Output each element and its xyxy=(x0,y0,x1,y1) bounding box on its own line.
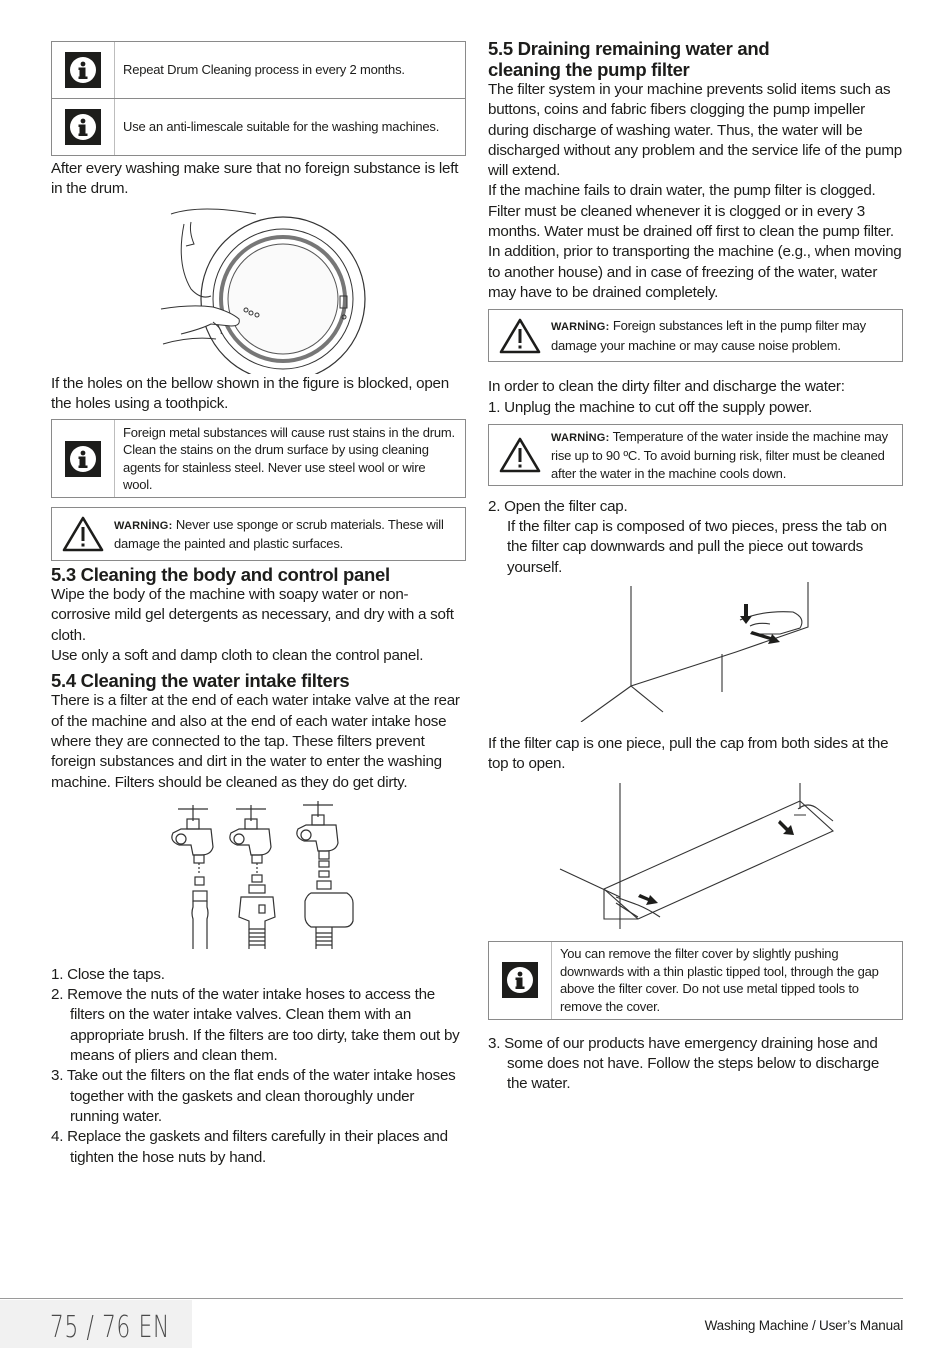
paragraph-5-5-fails-to-drain: If the machine fails to drain water, the pump filter is clogged. Filter must be cleaned whenever it is clogged or in every 3 months. Water must be drained off first to clean the pump filter. xyxy=(488,182,894,241)
steps-list-5-5 xyxy=(488,1034,903,1095)
water-intake-filters-illustration xyxy=(51,797,466,957)
page-number: 75 / 76 EN xyxy=(50,1310,170,1345)
note-text: Repeat Drum Cleaning process in every 2 months. xyxy=(123,62,405,78)
paragraph-5-3-wipe: Wipe the body of the machine with soapy water or non-corrosive mild gel detergents as necessary, and dry with a soft cloth. xyxy=(51,586,454,644)
warning-note-foreign-substances xyxy=(488,309,903,362)
step-2-open-cap: 2. Open the filter cap. xyxy=(488,497,628,515)
paragraph-one-piece-cap: If the filter cap is one piece, pull the cap from both sides at the top to open. xyxy=(488,735,889,773)
paragraph-5-5-transport: In addition, prior to transporting the machine (e.g., when moving to another house) and in case of freezing of the water, water may have to be drained completely. xyxy=(488,243,902,301)
list-item: 2. Remove the nuts of the water intake hoses to access the filters on the water intake valves. Clean them with an appropriate brush. If the filters are too dirty, take them out by means of pliers and clean them. xyxy=(51,986,460,1065)
heading-5-5: 5.5 Draining remaining water and cleaning the pump filter xyxy=(488,38,770,80)
info-icon xyxy=(52,42,115,98)
paragraph-holes-blocked: If the holes on the bellow shown in the figure is blocked, open the holes using a toothpick. xyxy=(51,374,449,412)
warning-note-sponge xyxy=(51,507,466,561)
info-icon xyxy=(52,420,115,497)
warning-text: Foreign substances left in the pump filter may damage your machine or may cause noise problem. xyxy=(551,318,866,353)
two-piece-filter-cap-illustration xyxy=(488,582,903,722)
warning-label: WARNİNG: xyxy=(551,431,610,444)
warning-triangle-icon xyxy=(52,508,114,560)
drum-bellow-illustration xyxy=(51,204,466,374)
paragraph-5-3-control-panel: Use only a soft and damp cloth to clean the control panel. xyxy=(51,647,424,665)
heading-5-3: 5.3 Cleaning the body and control panel xyxy=(51,564,390,586)
info-icon xyxy=(52,99,115,155)
warning-label: WARNİNG: xyxy=(114,519,173,532)
note-text: Foreign metal substances will cause rust stains in the drum. Clean the stains on the drum surface by using cleaning agents for stainless steel. Never use steel wool or wire wool. xyxy=(123,424,455,493)
steps-list-5-4 xyxy=(51,965,466,1168)
footer-divider xyxy=(0,1298,903,1299)
paragraph-after-washing: After every washing make sure that no foreign substance is left in the drum. xyxy=(51,160,459,198)
paragraph-clean-filter-intro: In order to clean the dirty filter and discharge the water: xyxy=(488,378,845,396)
warning-text: Never use sponge or scrub materials. These will damage the painted and plastic surfaces. xyxy=(114,516,444,552)
info-note-filter-cover xyxy=(488,941,903,1020)
list-item: 3. Some of our products have emergency draining hose and some does not have. Follow the steps below to discharge the water. xyxy=(488,1034,880,1093)
info-note-anti-limescale xyxy=(51,99,466,156)
info-note-drum-cleaning xyxy=(51,41,466,99)
right-column xyxy=(488,38,903,1095)
note-text: Use an anti-limescale suitable for the washing machines. xyxy=(123,119,440,135)
manual-title: Washing Machine / User’s Manual xyxy=(704,1318,903,1333)
list-item: 3. Take out the filters on the flat ends of the water intake hoses together with the gaskets and clean thoroughly under running water. xyxy=(51,1067,456,1125)
warning-triangle-icon xyxy=(489,425,551,485)
list-item: 1. Close the taps. xyxy=(51,965,165,983)
paragraph-5-4-filters: There is a filter at the end of each water intake valve at the rear of the machine and also at the end of each water intake hose where they are connected to the tap. These filters prevent foreign substances and dirt in the water to enter the washing machine. Filters should be cleaned as they do get dirty. xyxy=(51,692,460,791)
step-1-unplug: 1. Unplug the machine to cut off the supply power. xyxy=(488,398,813,416)
info-icon xyxy=(489,942,552,1019)
warning-note-water-temperature xyxy=(488,424,903,486)
warning-triangle-icon xyxy=(489,310,551,361)
list-item: 4. Replace the gaskets and filters carefully in their places and tighten the hose nuts by hand. xyxy=(51,1128,448,1166)
note-text: You can remove the filter cover by slightly pushing downwards with a thin plastic tipped tool, through the gap above the filter cover. Do not use metal tipped tools to remove the cover. xyxy=(560,946,879,1014)
warning-text: Temperature of the water inside the machine may rise up to 90 ºC. To avoid burning risk, filter must be cleaned after the water in the machine cools down. xyxy=(551,428,888,481)
step-2-two-piece-cap: If the filter cap is composed of two pieces, press the tab on the filter cap downwards and pull the piece out towards yourself. xyxy=(507,518,887,576)
info-note-rust-stains xyxy=(51,419,466,498)
warning-label: WARNİNG: xyxy=(551,321,610,334)
one-piece-filter-cap-illustration xyxy=(488,779,903,939)
heading-5-4: 5.4 Cleaning the water intake filters xyxy=(51,670,350,692)
left-column xyxy=(51,38,466,1168)
paragraph-5-5-filter-system: The filter system in your machine prevents solid items such as buttons, coins and fabric fibers clogging the pump impeller during discharge of washing water. Thus, the water will be discharged without any problem and the service life of the pump will extend. xyxy=(488,81,902,180)
